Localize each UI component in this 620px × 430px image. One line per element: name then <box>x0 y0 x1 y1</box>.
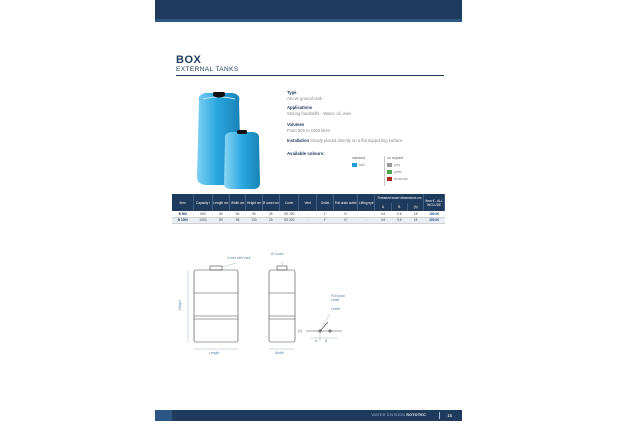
colour-name: terracotta <box>394 177 408 181</box>
footer-text <box>372 413 426 417</box>
label-height: Height <box>177 300 182 310</box>
cell-cover-dia: 25 <box>262 211 279 217</box>
tank-small-image <box>221 127 263 191</box>
green-swatch <box>387 170 392 174</box>
page-title: BOX <box>176 54 202 66</box>
label-width: Width <box>275 351 284 355</box>
col-length: Length cm <box>212 194 229 211</box>
label-dim-a: A <box>315 339 318 343</box>
colour-swatch-blue <box>352 163 365 167</box>
col-cover-dia: Ø cover cm <box>262 194 279 211</box>
cell-thread-b: 9.6 <box>391 211 407 217</box>
colour-swatch-terracotta <box>387 177 407 181</box>
cell-lifting: - <box>358 211 375 217</box>
col-thread-h: (h) <box>407 203 423 212</box>
cell-capacity: 1000 <box>194 217 212 224</box>
col-cover: Cover <box>279 194 299 211</box>
col-vent: Vent <box>299 194 316 211</box>
header-band <box>155 0 462 22</box>
label-outlet: Outlet <box>331 307 341 311</box>
cell-cover-dia: 25 <box>262 217 279 224</box>
cell-thread-b: 9.6 <box>391 217 407 224</box>
cell-item: B 500 <box>172 211 194 217</box>
footer-brand: ROTOTEC <box>406 413 426 417</box>
volumes-label: Volumes <box>287 122 305 127</box>
col-width: Width cm <box>230 194 246 211</box>
on-request-label: on request <box>387 156 404 160</box>
installation-value: Simply placed directly on a flat supporting surface <box>310 138 403 143</box>
cell-width: 85 <box>230 217 246 224</box>
cell-outlet: 1" <box>316 217 333 224</box>
cell-outlet: 1" <box>316 211 333 217</box>
colour-swatch-grey <box>387 163 400 167</box>
cell-lifting: - <box>358 217 375 224</box>
drawing-svg <box>170 245 345 360</box>
terracotta-swatch <box>387 177 392 181</box>
applications-value: Storing foodstuffs - Water, oil, wine <box>287 110 352 116</box>
cell-cover: SS 200 <box>279 217 299 224</box>
applications-block <box>287 105 351 116</box>
cell-height: 90 <box>246 211 262 217</box>
label-cover-dia: Ø Cover <box>271 252 284 256</box>
cell-thread-h: 18 <box>407 217 423 224</box>
volumes-value: From 500 to 1000 litres <box>287 127 331 133</box>
type-label: Type <box>287 90 297 95</box>
colours-title: Available colours: <box>287 151 325 156</box>
volumes-block <box>287 122 330 133</box>
cell-length: 80 <box>212 217 229 224</box>
cell-width: 50 <box>230 211 246 217</box>
cell-length: 80 <box>212 211 229 217</box>
col-capacity: Capacity l <box>194 194 212 211</box>
type-block <box>287 90 322 101</box>
blue-swatch <box>352 163 357 167</box>
page-subtitle: EXTERNAL TANKS <box>176 66 239 73</box>
cell-thread-a: 4.6 <box>375 211 391 217</box>
cell-thread-a: 4.6 <box>375 217 391 224</box>
cell-price: 180.00 <box>424 211 445 217</box>
colour-name: grey <box>394 163 401 167</box>
footer <box>172 410 462 421</box>
colour-name: blue <box>359 163 366 167</box>
applications-label: Applications <box>287 105 313 110</box>
grey-swatch <box>387 163 392 167</box>
col-full-drain: Full drain outlet <box>334 194 358 211</box>
cell-cover: SS 200 <box>279 211 299 217</box>
cell-thread-h: 18 <box>407 211 423 217</box>
table-row <box>172 217 445 224</box>
col-outlet: Outlet <box>316 194 333 211</box>
col-price: Item € - ALL INCLUDE <box>424 194 445 211</box>
spec-table <box>172 194 445 224</box>
footer-divider <box>439 412 440 419</box>
col-item: Item <box>172 194 194 211</box>
cell-price: 260.00 <box>424 217 445 224</box>
label-length: Length <box>209 351 220 355</box>
col-threaded: Threaded insert dimensions cm <box>375 194 424 203</box>
label-cover-with-vent: Cover with vent <box>227 256 251 260</box>
cell-height: 130 <box>246 217 262 224</box>
footer-division: WATER DIVISION <box>371 413 406 417</box>
label-dim-b: B <box>325 339 328 343</box>
cell-capacity: 500 <box>194 211 212 217</box>
col-height: Height cm <box>246 194 262 211</box>
cell-item: B 1000 <box>172 217 194 224</box>
cell-full-drain: ¾" <box>334 217 358 224</box>
footer-accent <box>155 410 172 421</box>
standard-colours-label: standard <box>352 156 366 160</box>
page-number: 15 <box>447 412 452 418</box>
installation-block <box>287 138 402 144</box>
colour-name: green <box>394 170 403 174</box>
technical-drawing <box>170 245 345 360</box>
cell-vent: - <box>299 211 316 217</box>
col-lifting: Lifting eye <box>358 194 375 211</box>
type-value: Above ground tank <box>287 95 323 101</box>
col-thread-a: A <box>375 203 391 212</box>
cell-vent: - <box>299 217 316 224</box>
label-full-drain: Full drain outlet <box>331 294 345 302</box>
title-divider <box>176 75 444 76</box>
col-thread-b: B <box>391 203 407 212</box>
label-dim-h: (h) <box>298 329 303 333</box>
colour-swatch-green <box>387 170 402 174</box>
colours-divider <box>384 156 385 186</box>
installation-label: Installation <box>287 138 310 143</box>
spec-table-container <box>172 194 445 224</box>
cell-full-drain: ¾" <box>334 211 358 217</box>
